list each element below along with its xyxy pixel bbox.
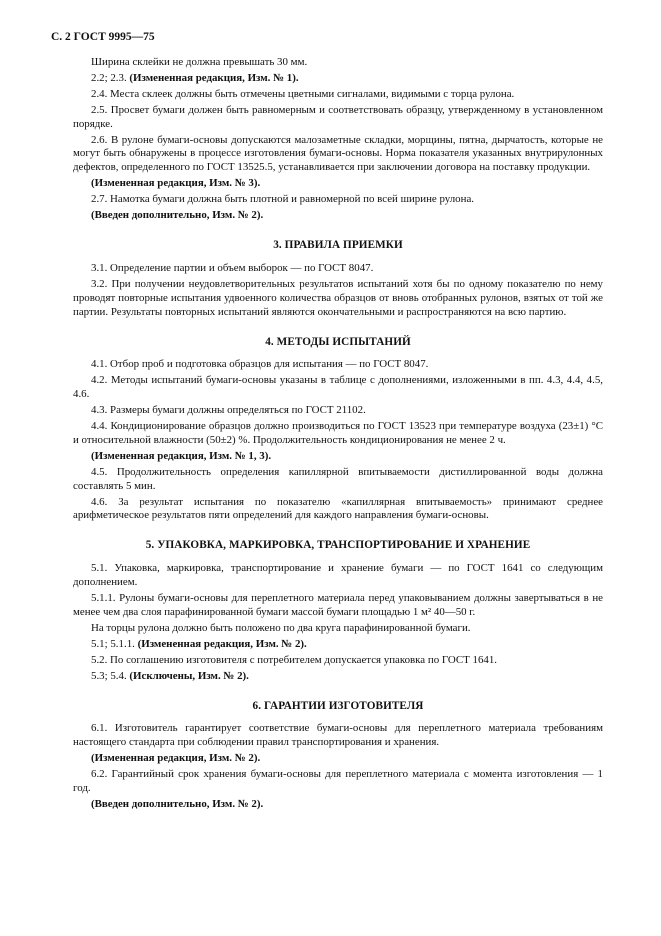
paragraph: 2.7. Намотка бумаги должна быть плотной и равномерной по всей ширине рулона. [91,193,474,206]
paragraph: 4.5. Продолжительность определения капиллярной впитываемости дистиллированной воды должна составлять 5 мин. [73,465,603,492]
amendment-note: (Измененная редакция, Изм. № 3). [91,177,261,190]
paragraph: На торцы рулона должно быть положено по два круга парафинированной бумаги. [91,621,471,634]
clause-ref: 5.3; 5.4. [91,669,130,682]
paragraph: 5.1.1. Рулоны бумаги-основы для переплетного материала перед упаковыванием должны завертываться в не менее чем два слоя парафинированной бумаги массой бумаги площадью 1 м² 40—50 г. [73,592,603,618]
paragraph: 3.2. При получении неудовлетворительных результатов испытаний хотя бы по одному показателю по нему проводят повторные испытания удвоенного количества образцов от вновь отобранных рулонов, взятых от той же партии. Результаты повторных испытаний являются окончательными и распространяются на всю партию. [73,277,603,318]
section-heading: 5. УПАКОВКА, МАРКИРОВКА, ТРАНСПОРТИРОВАНИЕ И ХРАНЕНИЕ [145,539,531,552]
amendment-note: (Измененная редакция, Изм. № 2). [91,752,261,765]
paragraph: 3.1. Определение партии и объем выборок — по ГОСТ 8047. [91,261,374,274]
paragraph: 6.2. Гарантийный срок хранения бумаги-основы для переплетного материала с момента изготовления — 1 год. [73,768,603,795]
section-heading: 4. МЕТОДЫ ИСПЫТАНИЙ [265,335,411,348]
paragraph: 4.3. Размеры бумаги должны определяться по ГОСТ 21102. [91,404,366,417]
paragraph: 4.2. Методы испытаний бумаги-основы указаны в таблице с дополнениями, изложенными в пп. 4.3, 4.4, 4.5, 4.6. [73,374,603,401]
paragraph [73,72,603,86]
amendment-note: (Измененная редакция, Изм. № 1). [129,71,299,84]
paragraph [73,638,603,652]
amendment-note: (Исключены, Изм. № 2). [129,669,249,682]
paragraph: Ширина склейки не должна превышать 30 мм. [91,56,308,68]
paragraph: 4.6. За результат испытания по показателю «капиллярная впитываемость» принимают среднее арифметическое результатов пяти определений для каждого направления бумаги-основы. [73,495,603,522]
paragraph: 5.2. По соглашению изготовителя с потребителем допускается упаковка по ГОСТ 1641. [91,653,498,666]
clause-ref: 2.2; 2.3. [91,71,130,84]
page-header: С. 2 ГОСТ 9995—75 [51,31,155,43]
amendment-note: (Введен дополнительно, Изм. № 2). [91,209,264,222]
paragraph: 4.4. Кондиционирование образцов должно производиться по ГОСТ 13523 при температуре воздуха (23±1) °С и относительной влажности (50±2) %. Продолжительность кондиционирования не менее 2 ч. [73,420,603,446]
paragraph: 6.1. Изготовитель гарантирует соответствие бумаги-основы для переплетного материала требованиям настоящего стандарта при соблюдении правил транспортирования и хранения. [73,722,603,749]
section-heading: 6. ГАРАНТИИ ИЗГОТОВИТЕЛЯ [252,699,424,712]
paragraph: 2.6. В рулоне бумаги-основы допускаются малозаметные складки, морщины, пятна, дырчатость, которые не могут быть обнаружены в процессе изготовления бумаги-основы. Норма показателя указанных внутрирулонных дефектов, определенного по ГОСТ 13525.5, устанавливается при заключении договора на поставку продукции. [73,133,603,174]
amendment-note: (Введен дополнительно, Изм. № 2). [91,797,264,810]
paragraph: 4.1. Отбор проб и подготовка образцов для испытания — по ГОСТ 8047. [91,358,429,371]
paragraph: 5.1. Упаковка, маркировка, транспортирование и хранение бумаги — по ГОСТ 1641 со следующим дополнением. [73,562,603,589]
section-heading: 3. ПРАВИЛА ПРИЕМКИ [273,238,403,251]
document-body [73,56,603,814]
amendment-note: (Измененная редакция, Изм. № 2). [137,637,307,650]
paragraph: 2.5. Просвет бумаги должен быть равномерным и соответствовать образцу, утвержденному в установленном порядке. [73,103,603,130]
clause-ref: 5.1; 5.1.1. [91,637,138,650]
paragraph [73,670,603,684]
paragraph: 2.4. Места склеек должны быть отмечены цветными сигналами, видимыми с торца рулона. [91,87,515,100]
amendment-note: (Измененная редакция, Изм. № 1, 3). [91,449,272,462]
